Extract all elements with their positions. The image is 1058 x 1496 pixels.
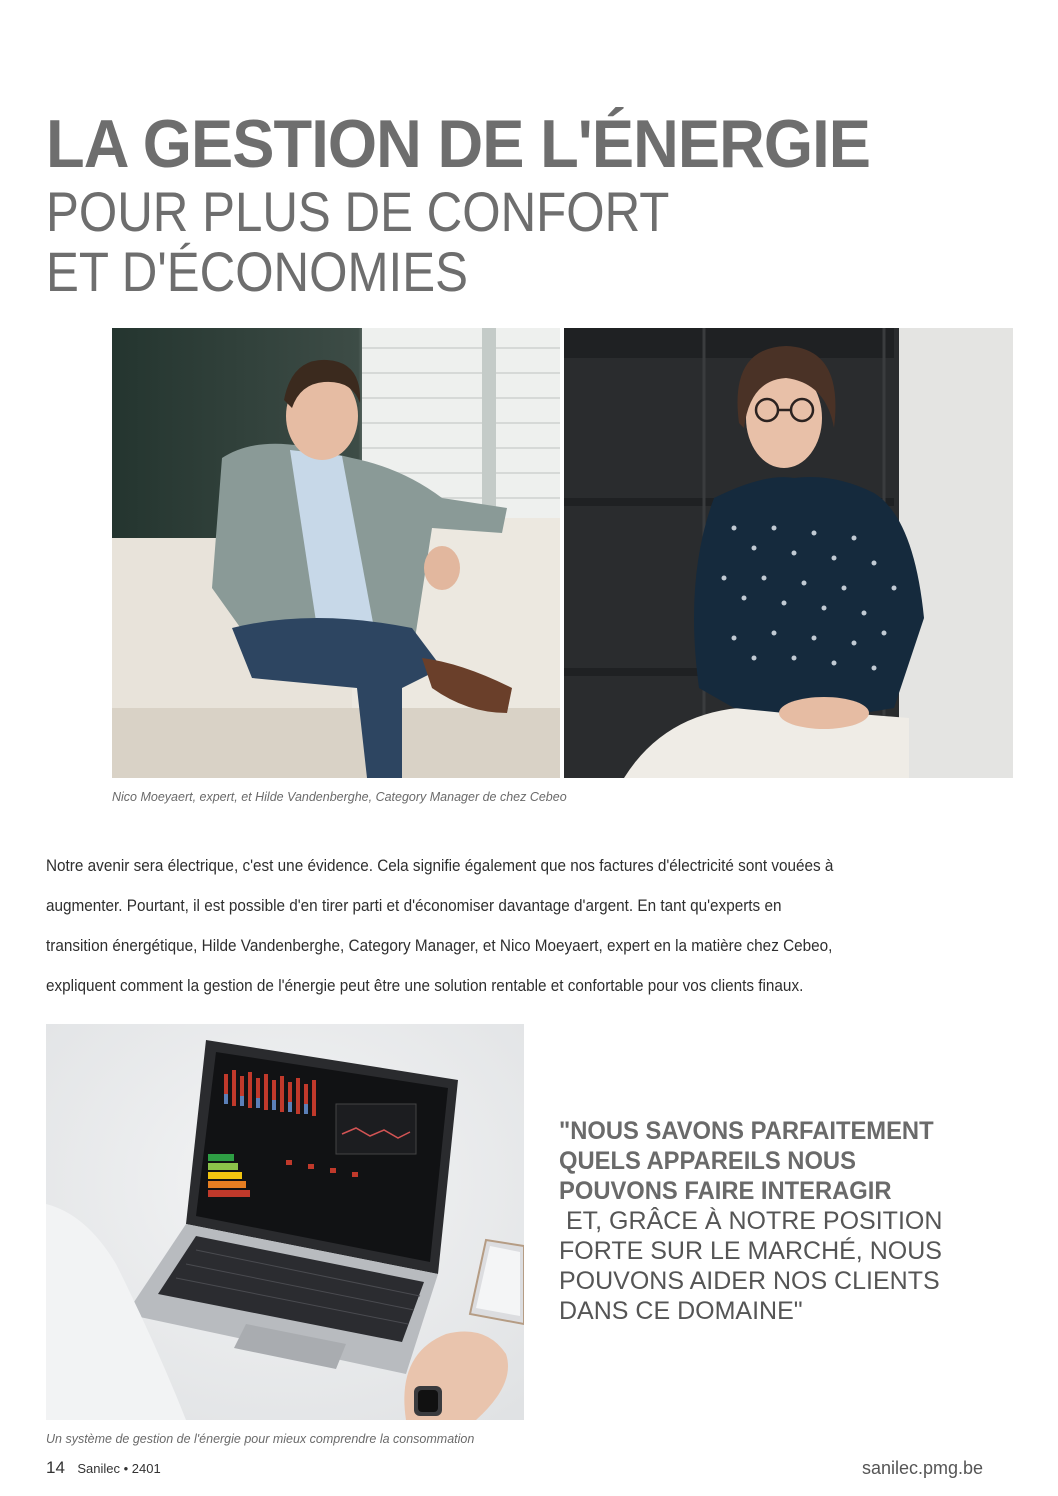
quote-strong-line: "NOUS SAVONS PARFAITEMENT bbox=[559, 1117, 934, 1145]
intro-line: expliquent comment la gestion de l'énergie peut être une solution rentable et confortable pour vos clients finaux. bbox=[46, 976, 804, 995]
photo-caption-bottom: Un système de gestion de l'énergie pour mieux comprendre la consommation bbox=[46, 1432, 475, 1446]
quote-strong-line: QUELS APPAREILS NOUS bbox=[559, 1147, 856, 1175]
intro-paragraph bbox=[46, 846, 976, 1006]
quote-line: DANS CE DOMAINE" bbox=[559, 1297, 803, 1325]
intro-line: augmenter. Pourtant, il est possible d'en tirer parti et d'économiser davantage d'argent. En tant qu'experts en bbox=[46, 896, 782, 915]
footer-folio bbox=[46, 1458, 161, 1478]
photo-caption-top: Nico Moeyaert, expert, et Hilde Vandenberghe, Category Manager de chez Cebeo bbox=[112, 790, 567, 804]
intro-line: transition énergétique, Hilde Vandenberghe, Category Manager, et Nico Moeyaert, expert en la matière chez Cebeo, bbox=[46, 936, 833, 955]
pull-quote bbox=[559, 1116, 999, 1326]
headline-sub-line1: POUR PLUS DE CONFORT bbox=[46, 180, 670, 243]
quote-line: ET, GRÂCE À NOTRE POSITION bbox=[559, 1207, 943, 1235]
photo-nico-moeyaert bbox=[112, 328, 560, 778]
photo-man-illustration bbox=[112, 328, 560, 778]
photo-laptop-energy-system bbox=[46, 1024, 524, 1420]
quote-line: POUVONS AIDER NOS CLIENTS bbox=[559, 1267, 940, 1295]
headline-sub bbox=[46, 182, 669, 302]
headline-sub-line2: ET D'ÉCONOMIES bbox=[46, 240, 468, 303]
issue-label: Sanilec • 2401 bbox=[77, 1461, 161, 1476]
intro-line: Notre avenir sera électrique, c'est une évidence. Cela signifie également que nos factures d'électricité sont vouées à bbox=[46, 856, 834, 875]
headline-main: LA GESTION DE L'ÉNERGIE bbox=[46, 106, 871, 182]
footer-url-link[interactable]: sanilec.pmg.be bbox=[862, 1458, 984, 1478]
page-number: 14 bbox=[46, 1458, 65, 1477]
photo-laptop-illustration bbox=[46, 1024, 524, 1420]
quote-line: FORTE SUR LE MARCHÉ, NOUS bbox=[559, 1237, 942, 1265]
photo-woman-illustration bbox=[564, 328, 1013, 778]
quote-strong-line: POUVONS FAIRE INTERAGIR bbox=[559, 1177, 892, 1205]
photo-hilde-vandenberghe bbox=[564, 328, 1013, 778]
